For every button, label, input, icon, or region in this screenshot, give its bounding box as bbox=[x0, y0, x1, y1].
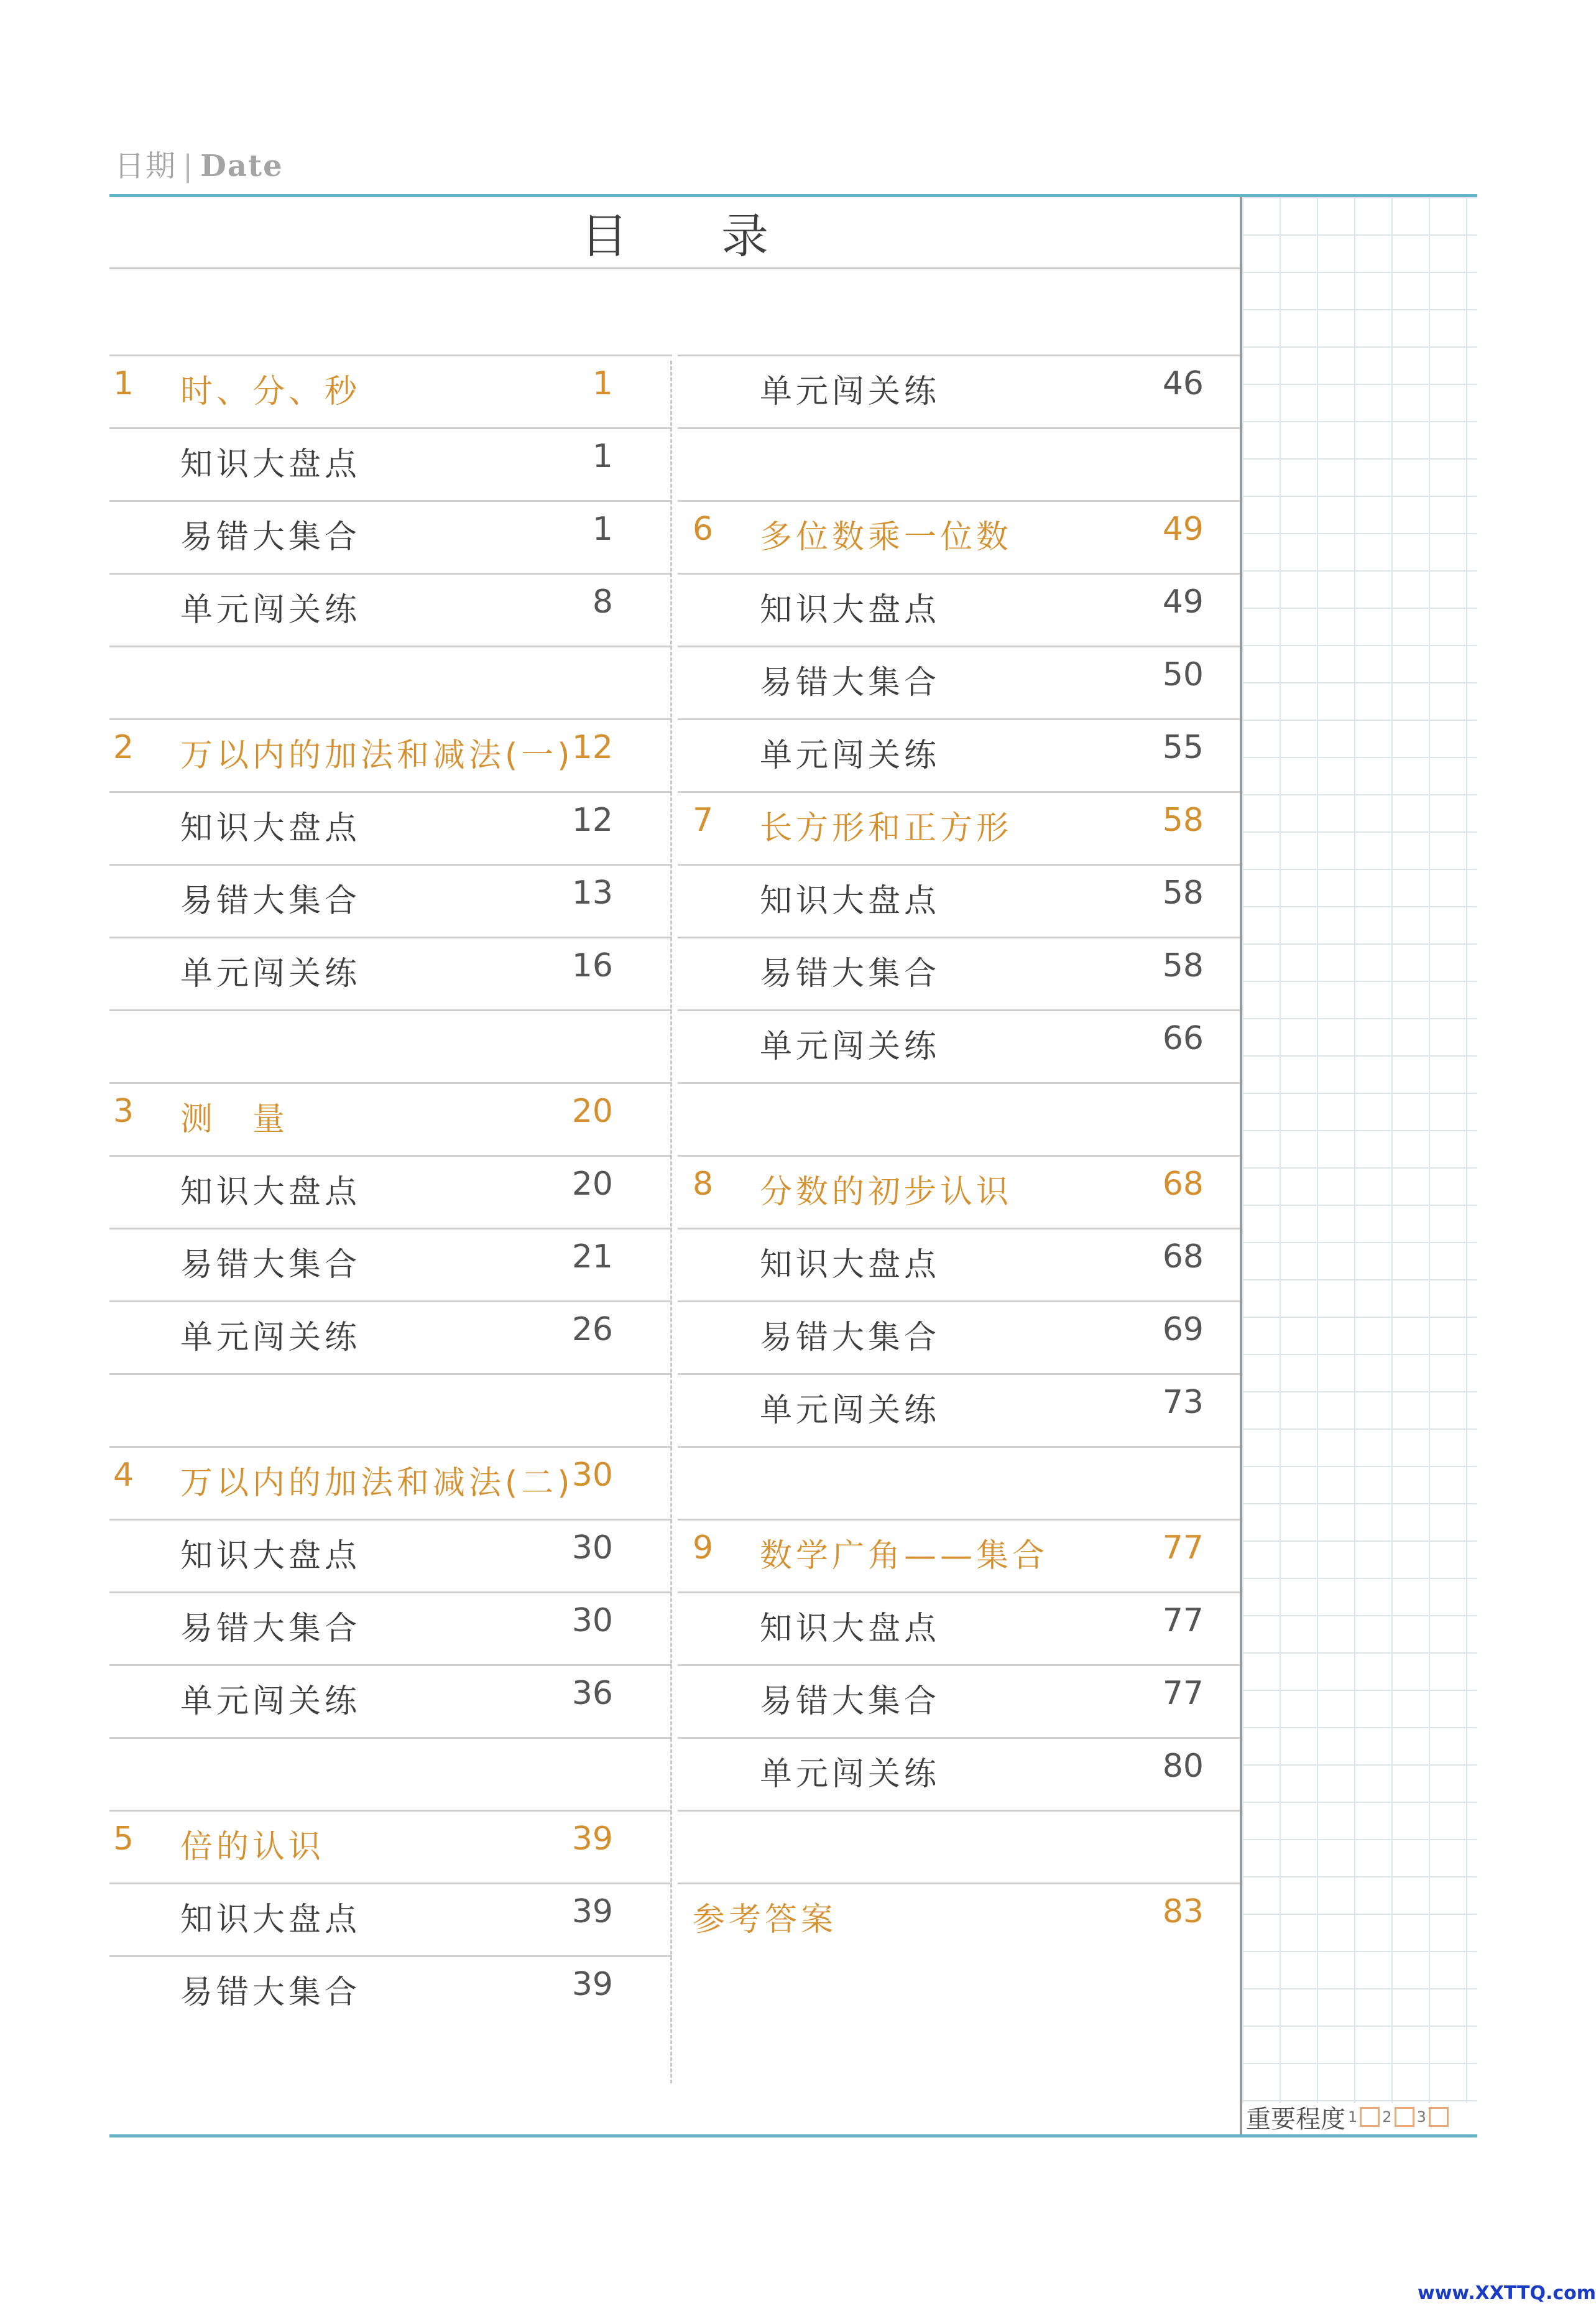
chapter-title: 参考答案 bbox=[693, 1901, 837, 1938]
toc-item-row[interactable] bbox=[678, 354, 1240, 427]
page-number: 77 bbox=[1162, 1602, 1204, 1639]
page-number: 1 bbox=[592, 511, 613, 548]
page-number: 39 bbox=[571, 1820, 613, 1858]
toc-item-row[interactable] bbox=[678, 864, 1240, 937]
toc-item-row[interactable] bbox=[109, 1228, 672, 1300]
section-label: 知识大盘点 bbox=[180, 1901, 361, 1938]
page-number: 49 bbox=[1162, 511, 1204, 548]
chapter-number: 6 bbox=[693, 511, 714, 548]
page-number: 83 bbox=[1162, 1893, 1204, 1930]
chapter-number: 8 bbox=[693, 1165, 714, 1203]
page-number: 77 bbox=[1162, 1675, 1204, 1712]
toc-item-row[interactable] bbox=[678, 1300, 1240, 1373]
grid-margin bbox=[1242, 197, 1477, 2103]
section-label: 单元闯关练 bbox=[180, 1683, 361, 1720]
bottom-rule bbox=[109, 2134, 1477, 2137]
page-number: 58 bbox=[1162, 802, 1204, 839]
page-number: 13 bbox=[571, 874, 613, 912]
page-number: 1 bbox=[592, 438, 613, 475]
chapter-number: 1 bbox=[113, 365, 134, 402]
toc-chapter-row[interactable] bbox=[678, 791, 1240, 864]
page-number: 30 bbox=[571, 1602, 613, 1639]
toc-item-row[interactable] bbox=[678, 718, 1240, 791]
section-label: 易错大集合 bbox=[180, 1246, 361, 1284]
column-divider bbox=[670, 361, 672, 2083]
toc-item-row[interactable] bbox=[109, 1955, 672, 2028]
section-label: 知识大盘点 bbox=[180, 446, 361, 483]
importance-level-2: 2 bbox=[1382, 2108, 1392, 2126]
page-number: 16 bbox=[571, 947, 613, 984]
page-number: 58 bbox=[1162, 874, 1204, 912]
page-number: 69 bbox=[1162, 1311, 1204, 1348]
page-number: 26 bbox=[571, 1311, 613, 1348]
page-number: 20 bbox=[571, 1093, 613, 1130]
date-en: Date bbox=[200, 149, 284, 183]
page-number: 66 bbox=[1162, 1020, 1204, 1057]
chapter-title: 时、分、秒 bbox=[180, 373, 361, 410]
importance-checkbox-1[interactable] bbox=[1360, 2107, 1380, 2127]
toc-right-column bbox=[678, 354, 1240, 1955]
section-label: 知识大盘点 bbox=[760, 882, 941, 920]
date-separator: | bbox=[183, 149, 195, 183]
page-number: 36 bbox=[571, 1675, 613, 1712]
section-label: 知识大盘点 bbox=[760, 1246, 941, 1284]
toc-item-row[interactable] bbox=[678, 937, 1240, 1009]
toc-item-row[interactable] bbox=[109, 1155, 672, 1228]
toc-chapter-row[interactable] bbox=[109, 354, 672, 427]
chapter-title: 测 量 bbox=[180, 1101, 289, 1138]
toc-item-row[interactable] bbox=[109, 1591, 672, 1664]
page-number: 30 bbox=[571, 1529, 613, 1567]
section-label: 单元闯关练 bbox=[180, 1319, 361, 1356]
toc-item-row[interactable] bbox=[109, 864, 672, 937]
section-label: 易错大集合 bbox=[180, 882, 361, 920]
chapter-title: 多位数乘一位数 bbox=[760, 519, 1013, 556]
page-number: 80 bbox=[1162, 1748, 1204, 1785]
page-title: 目录 bbox=[581, 208, 862, 264]
date-cn: 日期 bbox=[114, 149, 177, 183]
toc-item-row[interactable] bbox=[678, 1373, 1240, 1446]
page-number: 12 bbox=[571, 729, 613, 766]
toc-chapter-row[interactable] bbox=[678, 500, 1240, 573]
section-label: 知识大盘点 bbox=[760, 1610, 941, 1647]
toc-item-row[interactable] bbox=[678, 1228, 1240, 1300]
section-label: 易错大集合 bbox=[180, 519, 361, 556]
watermark: www.XXTTQ.com bbox=[1418, 2282, 1596, 2304]
toc-item-row[interactable] bbox=[678, 646, 1240, 718]
toc-blank-row bbox=[109, 1737, 672, 1810]
chapter-number: 5 bbox=[113, 1820, 134, 1858]
toc-chapter-row[interactable] bbox=[109, 1082, 672, 1155]
chapter-title: 倍的认识 bbox=[180, 1828, 325, 1866]
page-number: 46 bbox=[1162, 365, 1204, 402]
section-label: 知识大盘点 bbox=[760, 591, 941, 629]
toc-item-row[interactable] bbox=[109, 791, 672, 864]
section-label: 单元闯关练 bbox=[180, 955, 361, 993]
importance-checkbox-2[interactable] bbox=[1395, 2107, 1414, 2127]
toc-reference-row[interactable] bbox=[678, 1882, 1240, 1955]
toc-blank-row bbox=[678, 1082, 1240, 1155]
toc-item-row[interactable] bbox=[678, 1664, 1240, 1737]
toc-item-row[interactable] bbox=[109, 500, 672, 573]
toc-item-row[interactable] bbox=[678, 573, 1240, 646]
toc-item-row[interactable] bbox=[678, 1591, 1240, 1664]
toc-item-row[interactable] bbox=[109, 1664, 672, 1737]
chapter-number: 4 bbox=[113, 1456, 134, 1494]
toc-item-row[interactable] bbox=[109, 427, 672, 500]
section-label: 知识大盘点 bbox=[180, 1537, 361, 1575]
chapter-title: 万以内的加法和减法(二) bbox=[180, 1465, 574, 1502]
page-number: 12 bbox=[571, 802, 613, 839]
section-label: 单元闯关练 bbox=[180, 591, 361, 629]
page-number: 49 bbox=[1162, 583, 1204, 621]
toc-blank-row bbox=[678, 1446, 1240, 1519]
page-number: 21 bbox=[571, 1238, 613, 1276]
page-number: 50 bbox=[1162, 656, 1204, 693]
section-label: 易错大集合 bbox=[760, 955, 941, 993]
toc-left-column bbox=[109, 354, 672, 2028]
toc-item-row[interactable] bbox=[109, 573, 672, 646]
date-label bbox=[114, 142, 284, 185]
page-number: 68 bbox=[1162, 1238, 1204, 1276]
chapter-title: 长方形和正方形 bbox=[760, 810, 1013, 847]
section-label: 易错大集合 bbox=[760, 1683, 941, 1720]
page-number: 73 bbox=[1162, 1384, 1204, 1421]
chapter-number: 3 bbox=[113, 1093, 134, 1130]
chapter-title: 万以内的加法和减法(一) bbox=[180, 737, 574, 774]
importance-level-3: 3 bbox=[1416, 2108, 1426, 2126]
section-label: 单元闯关练 bbox=[760, 1756, 941, 1793]
page-number: 1 bbox=[592, 365, 613, 402]
toc-chapter-row[interactable] bbox=[678, 1155, 1240, 1228]
grid-divider bbox=[1240, 197, 1242, 2134]
section-label: 单元闯关练 bbox=[760, 1028, 941, 1065]
toc-item-row[interactable] bbox=[678, 1009, 1240, 1082]
toc-blank-row bbox=[678, 427, 1240, 500]
chapter-number: 2 bbox=[113, 729, 134, 766]
section-label: 单元闯关练 bbox=[760, 1392, 941, 1429]
toc-item-row[interactable] bbox=[109, 937, 672, 1009]
toc-chapter-row[interactable] bbox=[109, 1810, 672, 1882]
section-label: 单元闯关练 bbox=[760, 737, 941, 774]
page-number: 77 bbox=[1162, 1529, 1204, 1567]
toc-item-row[interactable] bbox=[109, 1882, 672, 1955]
section-label: 知识大盘点 bbox=[180, 1174, 361, 1211]
chapter-title: 分数的初步认识 bbox=[760, 1174, 1013, 1211]
section-label: 知识大盘点 bbox=[180, 810, 361, 847]
chapter-number: 7 bbox=[693, 802, 714, 839]
toc-chapter-row[interactable] bbox=[678, 1519, 1240, 1591]
section-label: 易错大集合 bbox=[180, 1610, 361, 1647]
chapter-title: 数学广角——集合 bbox=[760, 1537, 1049, 1575]
importance-label: 重要程度 bbox=[1246, 2105, 1345, 2134]
page-number: 68 bbox=[1162, 1165, 1204, 1203]
toc-blank-row bbox=[678, 1810, 1240, 1882]
importance-rating bbox=[1246, 2102, 1449, 2132]
page-number: 8 bbox=[592, 583, 613, 621]
page-number: 39 bbox=[571, 1893, 613, 1930]
section-label: 易错大集合 bbox=[760, 1319, 941, 1356]
toc-item-row[interactable] bbox=[678, 1737, 1240, 1810]
importance-checkbox-3[interactable] bbox=[1429, 2107, 1449, 2127]
toc-chapter-row[interactable] bbox=[109, 718, 672, 791]
page-number: 58 bbox=[1162, 947, 1204, 984]
page-number: 20 bbox=[571, 1165, 613, 1203]
toc-blank-row bbox=[109, 646, 672, 718]
toc-item-row[interactable] bbox=[109, 1519, 672, 1591]
toc-blank-row bbox=[109, 1009, 672, 1082]
toc-blank-row bbox=[109, 1373, 672, 1446]
page-number: 30 bbox=[571, 1456, 613, 1494]
chapter-number: 9 bbox=[693, 1529, 714, 1567]
page-number: 39 bbox=[571, 1966, 613, 2003]
section-label: 易错大集合 bbox=[760, 664, 941, 702]
toc-chapter-row[interactable] bbox=[109, 1446, 672, 1519]
title-rule bbox=[109, 267, 1240, 269]
importance-level-1: 1 bbox=[1348, 2108, 1358, 2126]
toc-item-row[interactable] bbox=[109, 1300, 672, 1373]
page-number: 55 bbox=[1162, 729, 1204, 766]
section-label: 易错大集合 bbox=[180, 1974, 361, 2011]
section-label: 单元闯关练 bbox=[760, 373, 941, 410]
